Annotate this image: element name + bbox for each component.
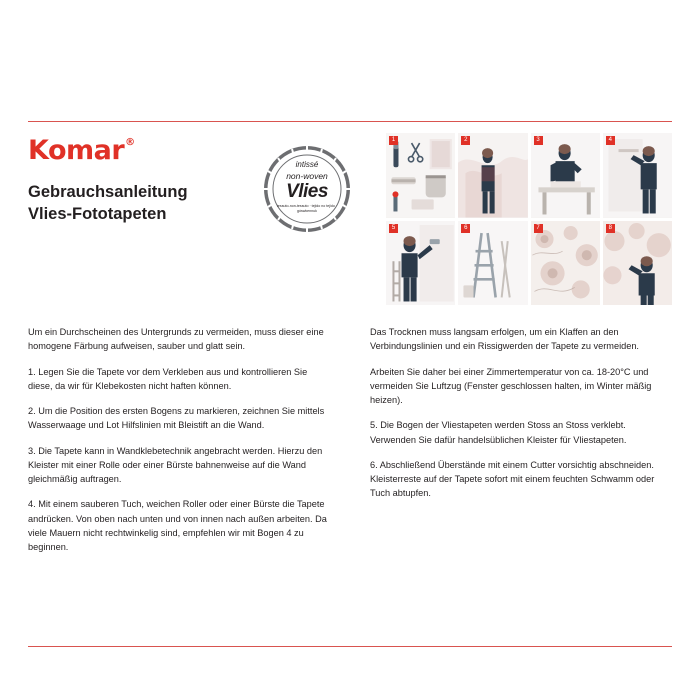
step-number-6: 6 bbox=[461, 224, 470, 233]
step-number-1: 1 bbox=[389, 136, 398, 145]
seal-second-text: non-woven bbox=[286, 171, 328, 181]
step-image-2 bbox=[458, 133, 527, 218]
step-image-4 bbox=[603, 133, 672, 218]
header-area bbox=[28, 133, 672, 313]
seal-main-text: Vlies bbox=[286, 181, 328, 202]
seal-bottom-text: tessuto-non-tessuto · tejido no tejido · góswkennuk bbox=[276, 204, 338, 213]
step-image-1 bbox=[386, 133, 455, 218]
right-paragraph-3: 6. Abschließend Überstände mit einem Cutter vorsichtig abschneiden. Kleisterreste auf der Tapete sofort mit einem feuchten Schwamm oder Tuch abtupfen. bbox=[370, 459, 655, 499]
vlies-seal bbox=[256, 141, 358, 237]
page-title-line2: Vlies-Fototapeten bbox=[28, 204, 167, 223]
step-number-7: 7 bbox=[534, 224, 543, 233]
brand-name: Komar bbox=[28, 135, 125, 166]
step-image-5 bbox=[386, 221, 455, 306]
steps-image-grid bbox=[386, 133, 672, 305]
left-paragraph-1: 1. Legen Sie die Tapete vor dem Verkleben aus und kontrollieren Sie diese, da wir für Klebekosten nicht haften können. bbox=[28, 366, 308, 391]
step-image-8 bbox=[603, 221, 672, 306]
step-number-3: 3 bbox=[534, 136, 543, 145]
bottom-divider bbox=[28, 646, 672, 647]
step-number-2: 2 bbox=[461, 136, 470, 145]
left-column bbox=[28, 325, 330, 565]
brand-block bbox=[28, 137, 240, 226]
step-image-3 bbox=[531, 133, 600, 218]
left-paragraph-4: 4. Mit einem sauberen Tuch, weichen Roller oder einer Bürste die Tapete andrücken. Von oben nach unten und von innen nach außen arbeiten. Da viele Mauern nicht rechtwinkelig sind, empfehlen wir mit Bogen 4 zu beginnen. bbox=[28, 499, 327, 552]
left-paragraph-3: 3. Die Tapete kann in Wandklebetechnik angebracht werden. Hierzu den Kleister mit einer Rolle oder einer Bürste bahnenweise auf die Wand gleichmäßig auftragen. bbox=[28, 445, 323, 484]
step-image-6 bbox=[458, 221, 527, 306]
page-title bbox=[28, 182, 240, 226]
right-paragraph-0: Das Trocknen muss langsam erfolgen, um ein Klaffen an den Verbindungslinien und ein Rissigwerden der Tapete zu vermeiden. bbox=[370, 327, 639, 352]
step-number-8: 8 bbox=[606, 224, 615, 233]
left-paragraph-2: 2. Um die Position des ersten Bogens zu markieren, zeichnen Sie mittels Wasserwaage und Lot Hilfslinien mit Bleistift an die Wand. bbox=[28, 406, 325, 431]
registered-mark: ® bbox=[125, 137, 135, 148]
left-paragraph-0: Um ein Durchscheinen des Untergrunds zu vermeiden, muss dieser eine homogene Färbung aufweisen, sauber und glatt sein. bbox=[28, 327, 324, 352]
right-paragraph-1: Arbeiten Sie daher bei einer Zimmertemperatur von ca. 18-20°C und vermeiden Sie Luftzug (Fenster geschlossen halten, im Winter mäßig heizen). bbox=[370, 366, 652, 405]
step-number-4: 4 bbox=[606, 136, 615, 145]
step-image-7 bbox=[531, 221, 600, 306]
right-paragraph-2: 5. Die Bogen der Vliestapeten werden Stoss an Stoss verklebt. Verwenden Sie dafür handelsüblichen Kleister für Vliestapeten. bbox=[370, 420, 627, 445]
top-divider bbox=[28, 121, 672, 122]
right-column bbox=[370, 325, 672, 512]
komar-logo bbox=[28, 137, 134, 164]
seal-top-text: intissé bbox=[295, 160, 319, 169]
step-number-5: 5 bbox=[389, 224, 398, 233]
page-title-line1: Gebrauchsanleitung bbox=[28, 183, 188, 201]
